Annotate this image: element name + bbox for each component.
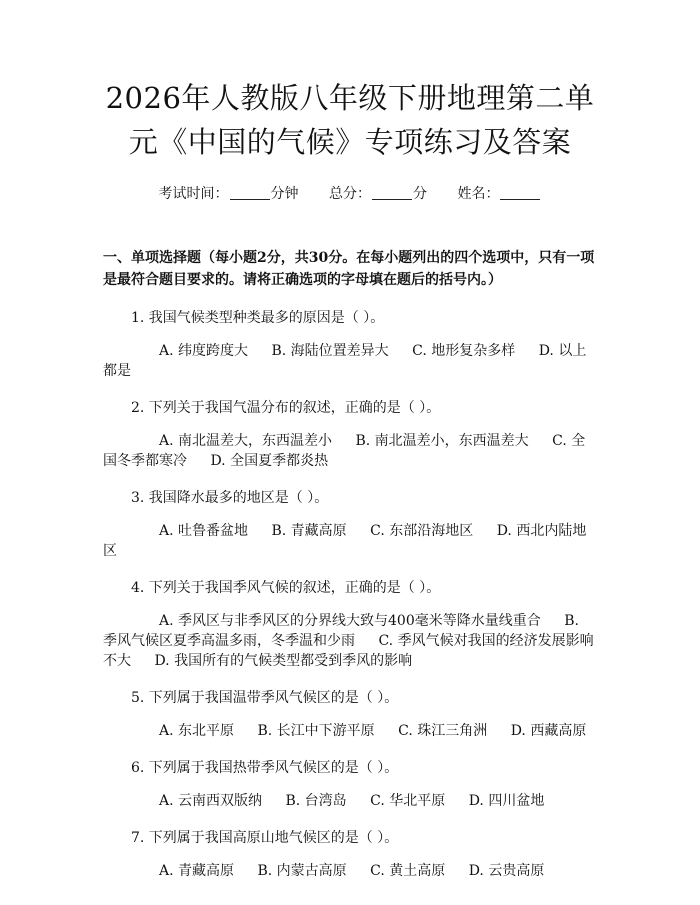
question-6 — [103, 758, 597, 811]
option-d: D. 我国所有的气候类型都受到季风的影响 — [154, 653, 413, 669]
exam-name — [457, 184, 541, 204]
option-b: B. 台湾岛 — [285, 793, 347, 809]
option-a: A. 青藏高原 — [159, 863, 235, 879]
question-stem: 5. 下列属于我国温带季风气候区的是（ ）。 — [131, 690, 399, 706]
question-options — [103, 431, 597, 471]
question-7 — [103, 828, 597, 881]
exam-time — [159, 184, 299, 204]
option-a: A. 季风区与非季风区的分界线大致与400毫米等降水量线重合 — [159, 613, 541, 629]
option-c: C. 华北平原 — [370, 793, 446, 809]
time-label: 考试时间： — [158, 186, 229, 202]
score-label: 总分： — [329, 186, 371, 202]
option-c: C. 黄土高原 — [370, 863, 446, 879]
option-d: D. 全国夏季都炎热 — [210, 453, 329, 469]
score-unit: 分 — [413, 186, 427, 202]
option-a: A. 吐鲁番盆地 — [159, 523, 249, 539]
document-title: 2026年人教版八年级下册地理第二单元《中国的气候》专项练习及答案 — [105, 81, 595, 159]
question-stem: 1. 我国气候类型种类最多的原因是（ ）。 — [131, 310, 385, 326]
time-blank[interactable] — [230, 185, 270, 200]
question-options — [103, 521, 597, 561]
section-heading: 一、单项选择题（每小题2分，共30分。在每小题列出的四个选项中，只有一项是最符合题目要求的。请将正确选项的字母填在题后的括号内。） — [103, 250, 595, 288]
option-b: B. 海陆位置差异大 — [271, 343, 389, 359]
option-d: D. 云贵高原 — [468, 863, 545, 879]
question-options — [103, 611, 597, 671]
exam-meta — [103, 184, 597, 204]
time-unit: 分钟 — [270, 186, 299, 202]
question-options — [103, 861, 597, 881]
name-blank[interactable] — [500, 185, 540, 200]
question-stem: 3. 我国降水最多的地区是（ ）。 — [131, 490, 329, 506]
question-options — [103, 791, 597, 811]
question-options — [103, 721, 597, 741]
option-b: B. 南北温差小，东西温差大 — [355, 433, 529, 449]
option-b: B. 季风气候区夏季高温多雨，冬季温和少雨 — [103, 613, 579, 649]
question-stem: 4. 下列关于我国季风气候的叙述，正确的是（ ）。 — [131, 580, 441, 596]
option-d: D. 以上都是 — [103, 343, 587, 379]
option-c: C. 全国冬季都寒冷 — [103, 433, 586, 469]
option-a: A. 南北温差大，东西温差小 — [159, 433, 333, 449]
option-c: C. 季风气候对我国的经济发展影响不大 — [103, 633, 594, 669]
question-4 — [103, 578, 597, 671]
question-1 — [103, 308, 597, 381]
option-a: A. 云南西双版纳 — [159, 793, 263, 809]
question-stem: 7. 下列属于我国高原山地气候区的是（ ）。 — [131, 830, 399, 846]
option-c: C. 地形复杂多样 — [412, 343, 516, 359]
name-label: 姓名： — [457, 186, 500, 202]
question-5 — [103, 688, 597, 741]
option-b: B. 长江中下游平原 — [257, 723, 375, 739]
option-c: C. 东部沿海地区 — [370, 523, 474, 539]
option-d: D. 四川盆地 — [468, 793, 545, 809]
option-a: A. 纬度跨度大 — [159, 343, 249, 359]
option-d: D. 西藏高原 — [510, 723, 587, 739]
exam-score — [329, 184, 427, 204]
option-a: A. 东北平原 — [159, 723, 235, 739]
score-blank[interactable] — [372, 185, 412, 200]
question-2 — [103, 398, 597, 471]
option-d: D. 西北内陆地区 — [103, 523, 587, 559]
question-stem: 6. 下列属于我国热带季风气候区的是（ ）。 — [131, 760, 399, 776]
question-stem: 2. 下列关于我国气温分布的叙述，正确的是（ ）。 — [131, 400, 441, 416]
option-b: B. 内蒙古高原 — [257, 863, 347, 879]
option-b: B. 青藏高原 — [271, 523, 347, 539]
option-c: C. 珠江三角洲 — [398, 723, 488, 739]
question-options — [103, 341, 597, 381]
question-3 — [103, 488, 597, 561]
